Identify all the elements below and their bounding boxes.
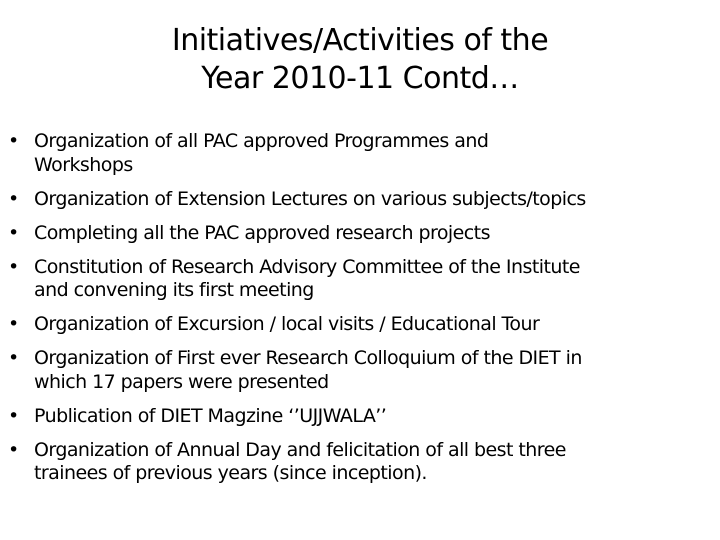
bullet-item-advisory-committee [8, 256, 716, 303]
bullet-item-pac-programmes [8, 130, 716, 177]
bullet-text: • Organization of all PAC approved Programmes and [34, 130, 489, 152]
title-line-2: Year 2010-11 Contd… [201, 61, 519, 96]
bullet-item-research-colloquium [8, 347, 716, 394]
bullet-text: • Organization of First ever Research Colloquium of the DIET in [34, 347, 582, 369]
bullet-text: trainees of previous years (since inception). [34, 462, 427, 484]
bullet-item-magazine [8, 405, 716, 429]
bullet-item-extension-lectures [8, 188, 716, 212]
bullet-text: • Organization of Excursion / local visits / Educational Tour [34, 313, 540, 335]
bullet-text: and convening its first meeting [34, 279, 314, 301]
title-line-1: Initiatives/Activities of the [171, 23, 549, 58]
bullet-text: Workshops [34, 153, 133, 176]
bullet-item-annual-day [8, 439, 716, 486]
bullet-text: • Organization of Annual Day and felicitation of all best three [34, 438, 566, 461]
bullet-text: • Organization of Extension Lectures on various subjects/topics [34, 187, 586, 210]
bullet-text: • Constitution of Research Advisory Committee of the Institute [34, 255, 580, 278]
bullet-text: • Publication of DIET Magzine ‘’UJJWALA’’ [34, 404, 387, 427]
bullet-text: which 17 papers were presented [34, 370, 329, 393]
bullet-list [8, 130, 716, 496]
slide-title [60, 22, 660, 98]
bullet-text: • Completing all the PAC approved research projects [34, 221, 490, 244]
bullet-item-excursion [8, 313, 716, 337]
bullet-item-research-projects [8, 222, 716, 246]
